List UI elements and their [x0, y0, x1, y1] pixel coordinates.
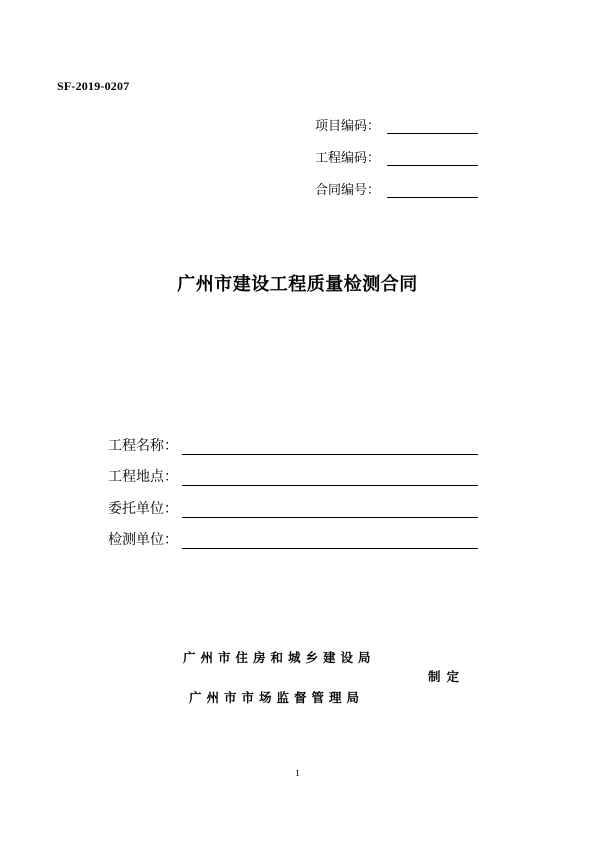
document-code: SF-2019-0207: [57, 79, 130, 93]
project-location-blank[interactable]: [182, 468, 478, 486]
client-unit-row: [108, 498, 478, 518]
client-unit-blank[interactable]: [182, 500, 478, 518]
project-name-row: [108, 435, 478, 455]
project-location-row: [108, 466, 478, 486]
page-number: 1: [295, 768, 300, 778]
project-code-label: 项目编码：: [315, 119, 381, 134]
engineering-code-row: [315, 148, 478, 166]
testing-unit-row: [108, 529, 478, 549]
page-title: 广州市建设工程质量检测合同: [177, 274, 418, 295]
client-unit-label: 委托单位：: [108, 501, 178, 517]
contract-number-blank[interactable]: [387, 182, 478, 198]
issuer-housing-bureau: 广州市住房和城乡建设局: [183, 650, 376, 665]
testing-unit-label: 检测单位：: [108, 532, 178, 548]
issuer-market-bureau: 广州市市场监督管理局: [189, 690, 365, 705]
testing-unit-blank[interactable]: [182, 531, 478, 549]
issuer-made-by: 制定: [428, 669, 466, 684]
project-name-label: 工程名称：: [108, 438, 178, 454]
project-location-label: 工程地点：: [108, 469, 178, 485]
engineering-code-label: 工程编码：: [315, 151, 381, 166]
contract-number-label: 合同编号：: [315, 183, 381, 198]
project-code-blank[interactable]: [387, 118, 478, 134]
project-name-blank[interactable]: [182, 437, 478, 455]
engineering-code-blank[interactable]: [387, 150, 478, 166]
contract-number-row: [315, 180, 478, 198]
project-code-row: [315, 116, 478, 134]
